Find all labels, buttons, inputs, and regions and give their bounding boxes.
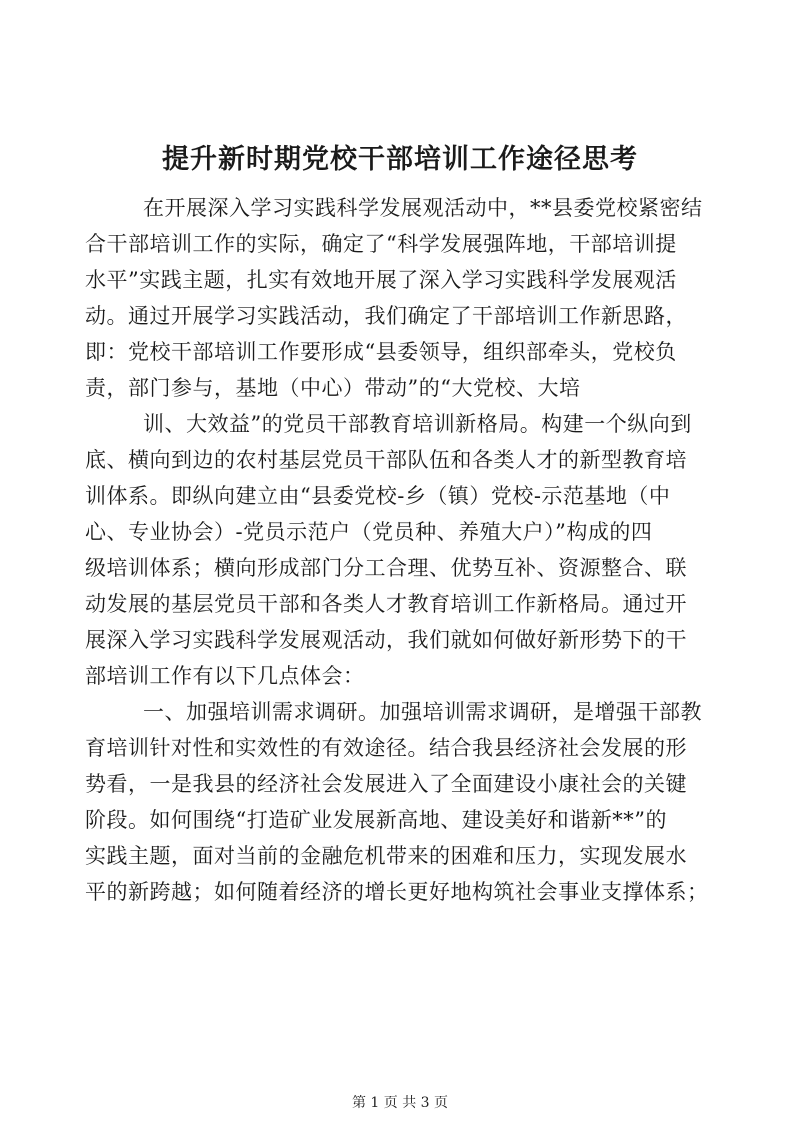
paragraph-line: 级培训体系；横向形成部门分工合理、优势互补、资源整合、联 [85,556,687,580]
paragraph-line: 在开展深入学习实践科学发展观活动中，**县委党校紧密结 [143,196,703,220]
paragraph-line: 即：党校干部培训工作要形成“县委领导，组织部牵头，党校负 [85,340,677,364]
document-title: 提升新时期党校干部培训工作途径思考 [162,144,638,175]
paragraph-line: 部培训工作有以下几点体会： [85,664,365,688]
paragraph-line: 动。通过开展学习实践活动，我们确定了干部培训工作新思路， [85,304,687,328]
paragraph-line: 实践主题，面对当前的金融危机带来的困难和压力，实现发展水 [85,844,687,868]
paragraph-1 [85,190,715,406]
paragraph-line: 心、专业协会）-党员示范户（党员种、养殖大户）”构成的四 [85,520,653,544]
paragraph-line: 动发展的基层党员干部和各类人才教育培训工作新格局。通过开 [85,592,687,616]
paragraph-line: 训体系。即纵向建立由“县委党校-乡（镇）党校-示范基地（中 [85,484,671,508]
paragraph-line: 水平”实践主题，扎实有效地开展了深入学习实践科学发展观活 [85,268,677,292]
paragraph-line: 一、加强培训需求调研。加强培训需求调研，是增强干部教 [143,700,702,724]
paragraph-line: 阶段。如何围绕“打造矿业发展新高地、建设美好和谐新**”的 [85,808,667,832]
paragraph-line: 育培训针对性和实效性的有效途径。结合我县经济社会发展的形 [85,736,687,760]
paragraph-line: 展深入学习实践科学发展观活动，我们就如何做好新形势下的干 [85,628,687,652]
paragraph-line: 平的新跨越；如何随着经济的增长更好地构筑社会事业支撑体系； [85,880,709,904]
paragraph-line: 势看，一是我县的经济社会发展进入了全面建设小康社会的关键 [85,772,687,796]
paragraph-line: 责，部门参与，基地（中心）带动”的“大党校、大培 [85,376,581,400]
paragraph-line: 合干部培训工作的实际，确定了“科学发展强阵地，干部培训提 [85,232,677,256]
page-footer: 第 1 页 共 3 页 [351,1095,449,1111]
paragraph-3 [85,694,715,910]
paragraph-line: 训、大效益”的党员干部教育培训新格局。构建一个纵向到 [143,412,692,436]
paragraph-line: 底、横向到边的农村基层党员干部队伍和各类人才的新型教育培 [85,448,687,472]
paragraph-2 [85,406,715,694]
